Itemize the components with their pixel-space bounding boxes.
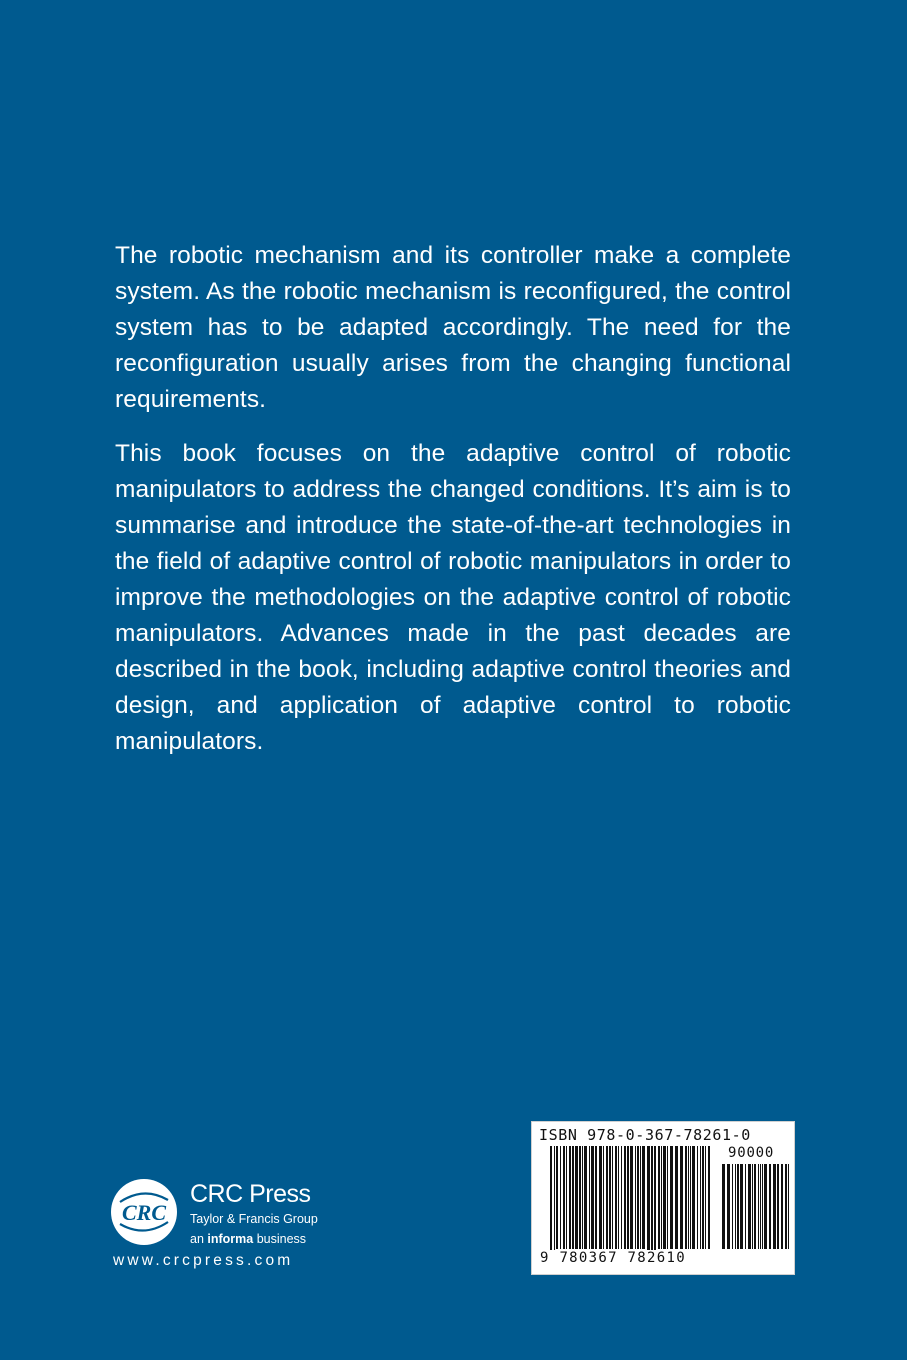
barcode-bar xyxy=(618,1146,619,1249)
isbn-barcode xyxy=(531,1121,795,1275)
barcode-bar xyxy=(732,1164,733,1249)
publisher-website: www.crcpress.com xyxy=(113,1252,294,1269)
isbn-label: ISBN 978-0-367-78261-0 xyxy=(539,1126,751,1144)
description-paragraph-1: The robotic mechanism and its controller make a complete system. As the robotic mechanism is reconfigured, the control system has to be adapted accordingly. The need for the reconfiguration usually arises from the changing functional requirements. xyxy=(115,242,791,413)
barcode-bar xyxy=(735,1164,736,1249)
barcode-bar xyxy=(745,1164,746,1249)
barcode-bar xyxy=(727,1164,730,1249)
barcode-bar xyxy=(640,1146,641,1249)
barcode-bar xyxy=(630,1146,633,1249)
barcode-bar xyxy=(708,1146,710,1249)
barcode-bar xyxy=(760,1164,761,1249)
barcode-bar xyxy=(754,1164,756,1249)
barcode-bar xyxy=(575,1146,578,1249)
informa-bold: informa xyxy=(207,1232,254,1246)
book-description xyxy=(115,238,791,778)
barcode-bar xyxy=(566,1146,567,1249)
barcode-bar xyxy=(612,1146,613,1249)
barcode-bar xyxy=(680,1146,683,1249)
barcode-bar xyxy=(637,1146,639,1249)
barcode-bar xyxy=(661,1146,662,1249)
publisher-group: Taylor & Francis Group xyxy=(190,1212,318,1226)
barcode-bar xyxy=(563,1146,565,1249)
barcode-bar xyxy=(579,1146,581,1249)
barcode-bar xyxy=(702,1146,704,1249)
barcode-bar xyxy=(572,1146,574,1249)
barcode-bar xyxy=(769,1164,771,1249)
barcode-bar xyxy=(584,1146,587,1249)
barcode-bar xyxy=(788,1164,789,1249)
barcode-bar xyxy=(658,1146,660,1249)
barcode-bar xyxy=(560,1146,561,1249)
barcode-bars-main xyxy=(550,1146,712,1261)
barcode-bar xyxy=(752,1164,753,1249)
barcode-bar xyxy=(606,1146,608,1249)
informa-line xyxy=(190,1232,306,1246)
crc-logo-icon xyxy=(110,1178,178,1246)
barcode-bar xyxy=(654,1146,656,1261)
barcode-bar xyxy=(762,1164,763,1249)
barcode-bar xyxy=(670,1146,673,1249)
barcode-bar xyxy=(582,1146,583,1249)
barcode-bar xyxy=(642,1146,645,1249)
barcode-bar xyxy=(688,1146,689,1249)
barcode-bar xyxy=(740,1164,743,1249)
barcode-bar xyxy=(624,1146,626,1249)
barcode-bar xyxy=(764,1164,767,1249)
barcode-bar xyxy=(722,1164,725,1249)
barcode-bar xyxy=(599,1146,602,1249)
barcode-bar xyxy=(758,1164,759,1249)
barcode-bar xyxy=(685,1146,687,1249)
barcode-bar xyxy=(621,1146,622,1249)
barcode-bars-addon xyxy=(722,1164,790,1261)
barcode-bar xyxy=(651,1146,653,1261)
informa-suffix: business xyxy=(253,1232,307,1246)
barcode-bar xyxy=(667,1146,668,1249)
barcode-bar xyxy=(690,1146,691,1249)
barcode-bar xyxy=(550,1146,552,1261)
barcode-bar xyxy=(781,1164,783,1249)
barcode-bar xyxy=(692,1146,695,1249)
barcode-bar xyxy=(748,1164,751,1249)
barcode-bar xyxy=(554,1146,555,1261)
description-paragraph-2: This book focuses on the adaptive control of robotic manipulators to address the changed conditions. It’s aim is to summarise and introduce the state-of-the-art technologies in the field of adaptive control of robotic manipulators in order to improve the methodologies on the adaptive control of robotic manipulators. Advances made in the past decades are described in the book, including adaptive control theories and design, and application of adaptive control to robotic manipulators. xyxy=(115,440,791,755)
barcode-bar xyxy=(615,1146,617,1249)
barcode-bar xyxy=(569,1146,571,1249)
price-addon: 90000 xyxy=(728,1145,775,1161)
barcode-bar xyxy=(595,1146,597,1249)
barcode-bar xyxy=(663,1146,666,1249)
barcode-bar xyxy=(737,1164,739,1249)
barcode-bar xyxy=(700,1146,701,1249)
barcode-bar xyxy=(705,1146,706,1249)
barcode-bar xyxy=(635,1146,636,1249)
barcode-bar xyxy=(777,1164,779,1249)
barcode-bar xyxy=(627,1146,629,1249)
barcode-bar xyxy=(556,1146,558,1249)
informa-prefix: an xyxy=(190,1232,208,1246)
barcode-bar xyxy=(603,1146,604,1249)
publisher-block xyxy=(110,1172,350,1282)
crc-logo-text: CRC xyxy=(121,1200,167,1225)
barcode-bar xyxy=(785,1164,787,1249)
barcode-bar xyxy=(697,1146,698,1249)
barcode-bar xyxy=(589,1146,590,1249)
barcode-bar xyxy=(773,1164,776,1249)
ean-digits: 9 780367 782610 xyxy=(540,1250,686,1266)
barcode-bar xyxy=(647,1146,650,1261)
publisher-name: CRC Press xyxy=(190,1180,311,1208)
barcode-bar xyxy=(675,1146,678,1249)
barcode-bar xyxy=(609,1146,611,1249)
barcode-bar xyxy=(591,1146,594,1249)
